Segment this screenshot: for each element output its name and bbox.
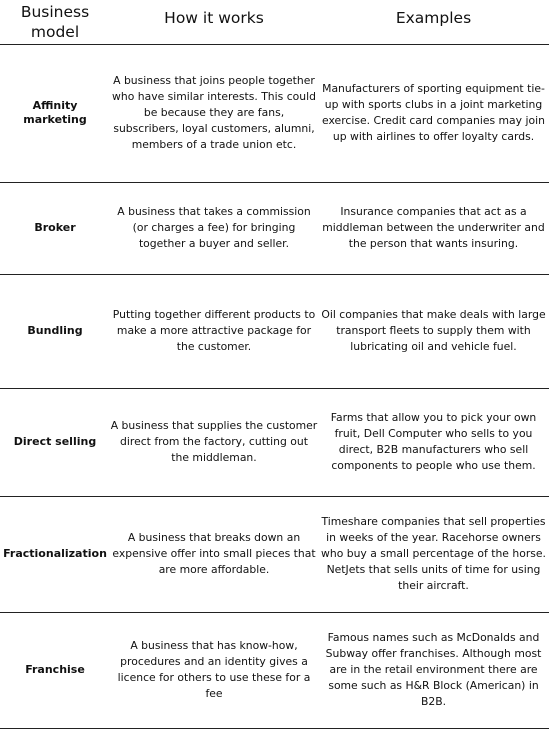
examples-cell (318, 275, 549, 387)
how-cell (108, 613, 320, 727)
how-text: A business that supplies the customer direct from the factory, cutting out the middleman. (110, 419, 318, 464)
table-row (0, 389, 549, 495)
examples-text: Manufacturers of sporting equipment tie-up with sports clubs in a joint marketing exercise. Credit card companies may join up with airlines to offer loyalty cards. (322, 82, 545, 143)
examples-cell (318, 497, 549, 611)
examples-cell (318, 389, 549, 495)
examples-cell (318, 45, 549, 181)
table-row (0, 613, 549, 727)
examples-text: Timeshare companies that sell properties in weeks of the year. Racehorse owners who buy a small percentage of the horse. NetJets that sells units of time for using their aircraft. (321, 515, 546, 592)
how-cell (108, 275, 320, 387)
header-examples: Examples (395, 9, 472, 27)
table-row (0, 275, 549, 387)
model-cell: Fractionalization (3, 547, 107, 560)
how-text: A business that joins people together who have similar interests. This could be because they are fans, subscribers, loyal customers, alumni, members of a trade union etc. (112, 74, 316, 151)
table-row (0, 45, 549, 181)
examples-cell (318, 613, 549, 727)
header-how-it-works: How it works (164, 9, 264, 27)
examples-text: Insurance companies that act as a middleman between the underwriter and the person that wants insuring. (322, 205, 545, 250)
how-text: A business that takes a commission (or charges a fee) for bringing together a buyer and seller. (117, 205, 311, 250)
examples-text: Oil companies that make deals with large transport fleets to supply them with lubricating oil and vehicle fuel. (321, 308, 546, 353)
table-row (0, 497, 549, 611)
examples-text: Farms that allow you to pick your own fruit, Dell Computer who sells to you direct, B2B manufacturers who sell components to people who use them. (330, 411, 537, 472)
how-cell (108, 45, 320, 181)
model-cell: Direct selling (13, 435, 97, 448)
how-cell (108, 183, 320, 273)
model-cell: Bundling (27, 324, 83, 337)
examples-text: Famous names such as McDonalds and Subway offer franchises. Although most are in the retail environment there are some such as H&R Block (American) in B2B. (325, 631, 542, 708)
row-divider (0, 728, 549, 729)
how-cell (108, 497, 320, 611)
model-cell: Broker (34, 221, 76, 234)
examples-cell (318, 183, 549, 273)
how-text: A business that breaks down an expensive offer into small pieces that are more affordable. (112, 531, 316, 576)
header-business-model: Business model (20, 3, 90, 41)
model-cell: Affinity marketing (23, 99, 87, 126)
how-text: A business that has know-how, procedures and an identity gives a licence for others to use these for a fee (117, 639, 311, 700)
how-text: Putting together different products to make a more attractive package for the customer. (112, 308, 316, 353)
table-row (0, 183, 549, 273)
model-cell: Franchise (25, 663, 85, 676)
how-cell (108, 389, 320, 495)
